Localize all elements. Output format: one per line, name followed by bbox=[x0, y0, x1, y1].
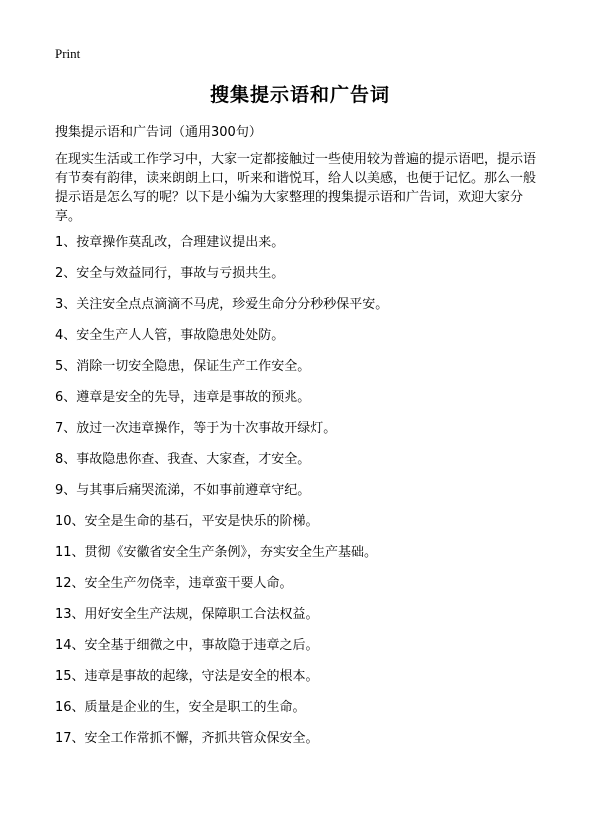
print-link[interactable]: Print bbox=[55, 46, 81, 61]
list-item: 15、违章是事故的起缘，守法是安全的根本。 bbox=[55, 669, 319, 684]
list-item: 8、事故隐患你查、我查、大家查，才安全。 bbox=[55, 452, 311, 467]
list-item: 12、安全生产勿侥幸，违章蛮干要人命。 bbox=[55, 576, 293, 591]
list-item: 9、与其事后痛哭流涕，不如事前遵章守纪。 bbox=[55, 483, 311, 498]
slogan-list bbox=[55, 233, 547, 760]
list-item: 14、安全基于细微之中，事故隐于违章之后。 bbox=[55, 638, 319, 653]
list-item: 16、质量是企业的生，安全是职工的生命。 bbox=[55, 700, 306, 715]
list-item: 11、贯彻《安徽省安全生产条例》，夯实安全生产基础。 bbox=[55, 545, 378, 560]
list-item: 6、遵章是安全的先导，违章是事故的预兆。 bbox=[55, 390, 311, 405]
list-item: 4、安全生产人人管，事故隐患处处防。 bbox=[55, 328, 285, 343]
article-subtitle: 搜集提示语和广告词（通用300句） bbox=[55, 125, 262, 140]
list-item: 7、放过一次违章操作，等于为十次事故开绿灯。 bbox=[55, 421, 337, 436]
list-item: 1、按章操作莫乱改，合理建议提出来。 bbox=[55, 235, 285, 250]
list-item: 10、安全是生命的基石，平安是快乐的阶梯。 bbox=[55, 514, 319, 529]
list-item: 3、关注安全点点滴滴不马虎，珍爱生命分分秒秒保平安。 bbox=[55, 297, 389, 312]
intro-paragraph: 在现实生活或工作学习中，大家一定都接触过一些使用较为普遍的提示语吧，提示语有节奏有韵律，读来朗朗上口，听来和谐悦耳，给人以美感，也便于记忆。那么一般提示语是怎么写的呢？以下是小编为大家整理的搜集提示语和广告词，欢迎大家分享。 bbox=[55, 152, 537, 224]
list-item: 17、安全工作常抓不懈，齐抓共管众保安全。 bbox=[55, 731, 319, 746]
list-item: 13、用好安全生产法规，保障职工合法权益。 bbox=[55, 607, 319, 622]
list-item: 5、消除一切安全隐患，保证生产工作安全。 bbox=[55, 359, 311, 374]
page-title: 搜集提示语和广告词 bbox=[209, 84, 390, 106]
list-item: 2、安全与效益同行，事故与亏损共生。 bbox=[55, 266, 285, 281]
